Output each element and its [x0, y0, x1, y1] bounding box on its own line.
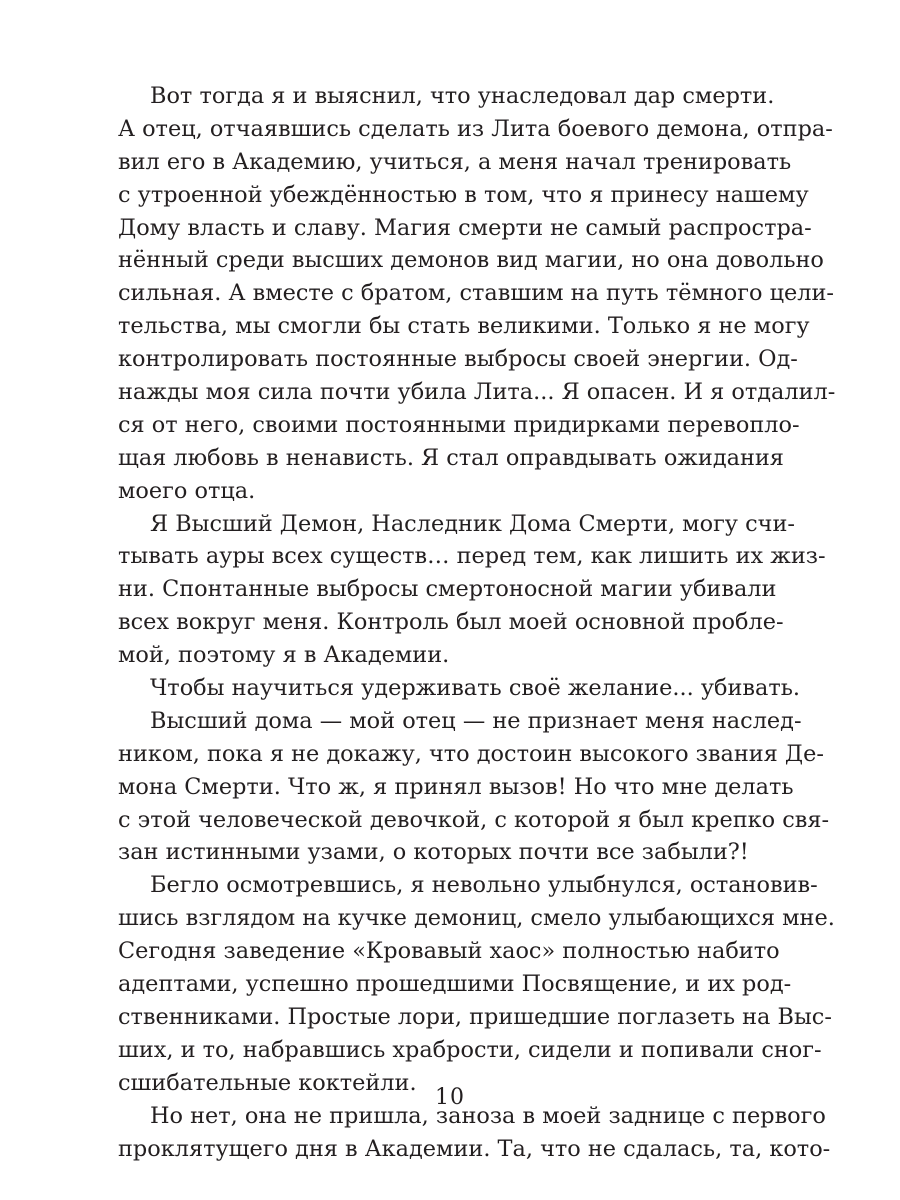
text-line: Дому власть и славу. Магия смерти не самый распростра-	[118, 214, 812, 241]
text-line: ни. Спонтанные выбросы смертоносной магии убивали	[118, 576, 777, 603]
text-line: нажды моя сила почти убила Лита... Я опасен. И я отдалил-	[118, 379, 836, 406]
text-line: контролировать постоянные выбросы своей энергии. Од-	[118, 346, 798, 373]
body-text	[118, 80, 836, 1165]
text-line: Но нет, она не пришла, заноза в моей заднице с первого	[150, 1102, 826, 1129]
text-line: Вот тогда я и выяснил, что унаследовал дар смерти.	[150, 83, 775, 109]
text-line: с этой человеческой девочкой, с которой я был крепко свя-	[118, 806, 830, 833]
page-number: 10	[435, 1085, 465, 1110]
text-line: мона Смерти. Что ж, я принял вызов! Но что мне делать	[118, 773, 794, 800]
text-line: проклятущего дня в Академии. Та, что не сдалась, та, кото-	[118, 1135, 831, 1162]
text-line: тывать ауры всех существ… перед тем, как лишить их жиз-	[118, 543, 826, 570]
text-line: моего отца.	[118, 477, 256, 504]
text-line: ником, пока я не докажу, что достоин высокого звания Де-	[118, 740, 824, 767]
text-line: вил его в Академию, учиться, а меня начал тренировать	[118, 148, 792, 175]
text-line: щая любовь в ненависть. Я стал оправдывать ожидания	[118, 444, 784, 471]
text-line: шись взглядом на кучке демониц, смело улыбающихся мне.	[118, 905, 835, 932]
text-line: адептами, успешно прошедшими Посвящение, и их род-	[118, 971, 792, 998]
text-line: Высший дома — мой отец — не признает меня наслед-	[150, 707, 802, 734]
text-line: Я Высший Демон, Наследник Дома Смерти, могу счи-	[150, 510, 795, 537]
text-line: ся от него, своими постоянными придирками перевопло-	[118, 411, 800, 438]
text-line: Бегло осмотревшись, я невольно улыбнулся, остановив-	[150, 872, 818, 899]
text-line: зан истинными узами, о которых почти все забыли?!	[118, 839, 749, 866]
text-line: с утроенной убеждённостью в том, что я принесу нашему	[118, 181, 809, 208]
text-line: тельства, мы смогли бы стать великими. Только я не могу	[118, 313, 810, 340]
text-line: всех вокруг меня. Контроль был моей основной пробле-	[118, 609, 784, 636]
text-line: сшибательные коктейли.	[118, 1069, 417, 1096]
text-line: ших, и то, набравшись храбрости, сидели и попивали сног-	[118, 1036, 822, 1063]
text-line: А отец, отчаявшись сделать из Лита боевого демона, отпра-	[118, 115, 833, 142]
text-line: Чтобы научиться удерживать своё желание... убивать.	[150, 675, 801, 702]
text-line: сильная. А вместе с братом, ставшим на путь тёмного цели-	[118, 280, 834, 307]
text-line: ственниками. Простые лори, пришедшие поглазеть на Выс-	[118, 1003, 832, 1030]
text-line: нённый среди высших демонов вид магии, но она довольно	[118, 247, 824, 274]
text-line: Сегодня заведение «Кровавый хаос» полностью набито	[118, 938, 780, 965]
text-line: мой, поэтому я в Академии.	[118, 642, 450, 669]
